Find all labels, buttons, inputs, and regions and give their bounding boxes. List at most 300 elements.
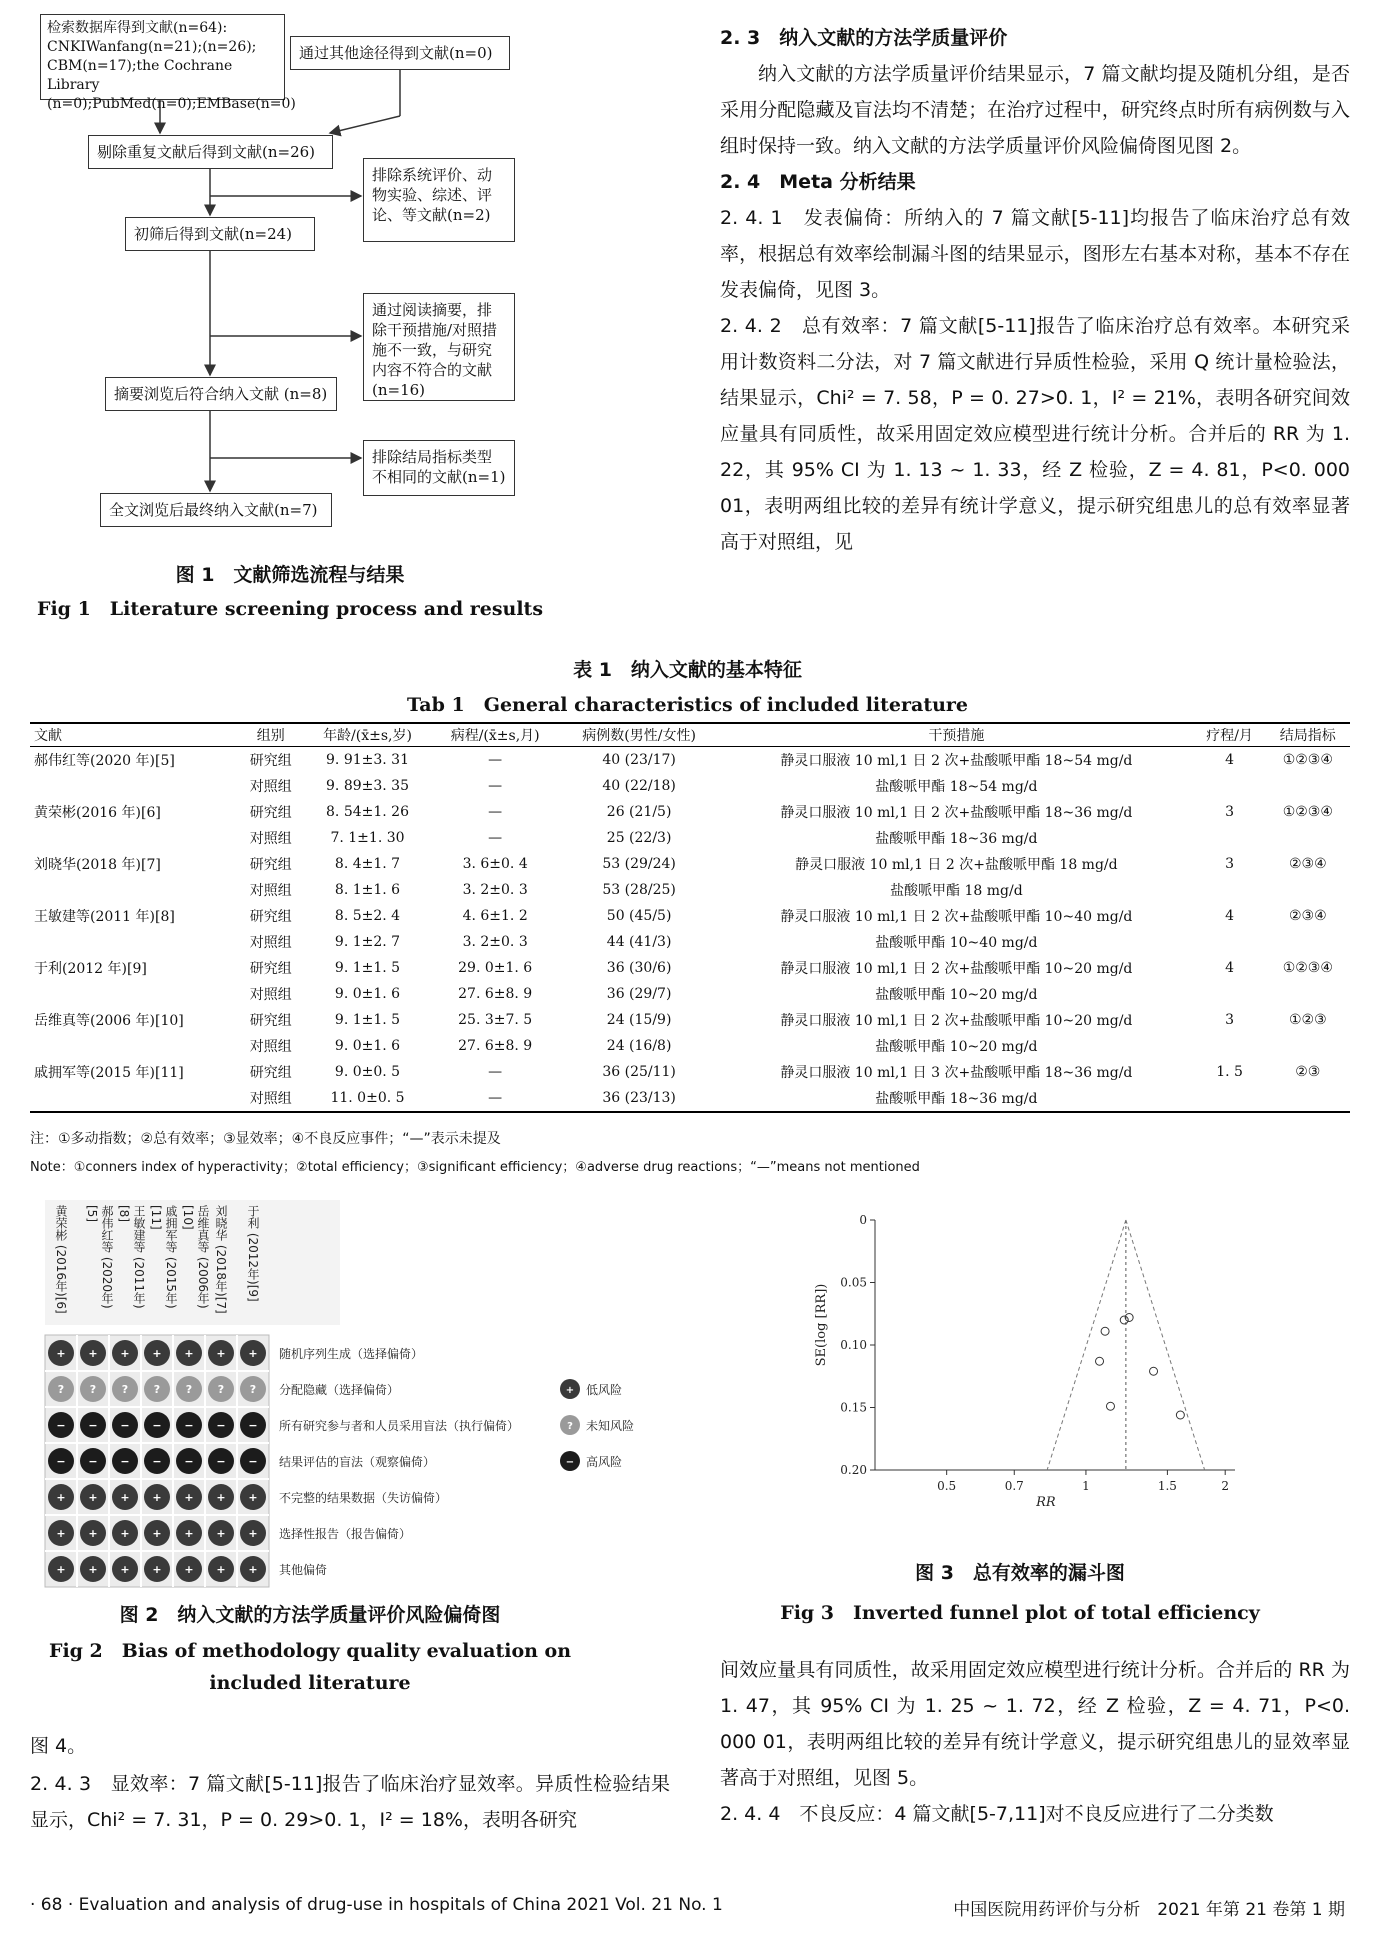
table1-cell: [30, 981, 238, 1007]
bias-mark-low: [240, 1484, 266, 1510]
table1-cell: 9. 0±1. 6: [334, 986, 401, 1002]
table1-cell: 27. 6±8. 9: [458, 986, 533, 1002]
table1-cell: 1. 5: [1216, 1064, 1243, 1080]
table1-cell: 盐酸哌甲酯 10~40 mg/d: [875, 935, 1038, 951]
bias-mark-high: [240, 1412, 266, 1438]
funnel-x-tick-label: 1: [1082, 1479, 1090, 1493]
bias-legend-unknown-label: 未知风险: [586, 1419, 635, 1433]
table1-cell: 36 (30/6): [606, 960, 672, 976]
table1-cell: —: [488, 804, 503, 820]
table1-cell: 26 (21/5): [606, 804, 672, 820]
table1-cell: 盐酸哌甲酯 18~36 mg/d: [875, 831, 1038, 847]
table1-cell: —: [488, 1064, 503, 1080]
right-bottom-paragraph-2: 2. 4. 4 不良反应：4 篇文献[5-7,11]对不良反应进行了二分类数: [720, 1803, 1274, 1825]
table1-cell: 3: [1225, 1012, 1235, 1028]
table1-cell: 对照组: [238, 1085, 304, 1112]
bias-domain-label: 其他偏倚: [279, 1563, 328, 1577]
bias-study-label: 戚拥军等 (2015年)[11]: [149, 1205, 178, 1309]
bias-mark-low: [112, 1556, 138, 1582]
fig2-caption-en-2: included literature: [209, 1672, 411, 1694]
table1-cell: 研究组: [249, 1065, 292, 1081]
svg-text:+: +: [56, 1563, 66, 1576]
table1-cell: 53 (29/24): [602, 856, 676, 872]
table1-cell: [30, 825, 238, 851]
table1-cell: 王敏建等(2011 年)[8]: [34, 909, 175, 925]
table1-header-row: [30, 723, 1350, 747]
flow-box-other-sources: 通过其他途径得到文献(n=0): [290, 36, 510, 70]
table1-cell: [1266, 929, 1350, 955]
table1-cell: 36 (29/7): [606, 986, 672, 1002]
table1-cell: 8. 54±1. 26: [326, 804, 409, 820]
table1-cell: 研究组: [249, 805, 292, 821]
svg-text:−: −: [88, 1419, 98, 1432]
table1-cell: ②③④: [1288, 856, 1327, 872]
table1-cell: [30, 877, 238, 903]
section-heading-2-4: 2. 4 Meta 分析结果: [720, 171, 916, 193]
svg-text:+: +: [120, 1527, 130, 1540]
table1-cell: 27. 6±8. 9: [458, 1038, 533, 1054]
table1-cell: ①②③④: [1282, 752, 1333, 768]
svg-text:−: −: [88, 1455, 98, 1468]
table1-cell: 静灵口服液 10 ml,1 日 2 次+盐酸哌甲酯 10~20 mg/d: [780, 1013, 1133, 1029]
bias-mark-unknown: [48, 1376, 74, 1402]
table1-cell: 静灵口服液 10 ml,1 日 2 次+盐酸哌甲酯 10~20 mg/d: [780, 961, 1133, 977]
bias-mark-high: [208, 1448, 234, 1474]
bias-mark-low: [80, 1340, 106, 1366]
footer-right: 中国医院用药评价与分析 2021 年第 21 卷第 1 期: [953, 1900, 1345, 1920]
table1-cell: 3: [1225, 804, 1235, 820]
table1-cell: 9. 1±2. 7: [334, 934, 401, 950]
table1-cell: ①②③④: [1282, 960, 1333, 976]
table-row: [30, 851, 1350, 877]
table-row: [30, 1033, 1350, 1059]
table1-cell: 岳维真等(2006 年)[10]: [34, 1013, 184, 1029]
bias-mark-high: [48, 1448, 74, 1474]
funnel-x-tick-label: 0.5: [937, 1479, 957, 1493]
paragraph-2-4-2: 2. 4. 2 总有效率：7 篇文献[5-11]报告了临床治疗总有效率。本研究采用计数资料二分法，对 7 篇文献进行异质性检验，采用 Q 统计量检验法，结果显示，Chi² = 7. 58，P = 0. 27>0. 1，I² = 21%，表明各研究间效应量具有同质性，故采用固定效应模型进行统计分析。合并后的 RR 为 1. 22，其 95% CI 为 1. 13 ~ 1. 33，经 Z 检验，Z = 4. 81，P<0. 000 01，表明两组比较的差异有统计学意义，提示研究组患儿的总有效率显著高于对照组，见: [720, 315, 1350, 553]
table1-cell: 3. 2±0. 3: [462, 882, 528, 898]
svg-text:+: +: [56, 1527, 66, 1540]
table1-cell: 研究组: [249, 753, 292, 769]
table1-cell: 3. 6±0. 4: [462, 856, 528, 872]
table1-cell: 对照组: [249, 831, 292, 847]
bias-mark-unknown: [240, 1376, 266, 1402]
table1-cell: 对照组: [249, 987, 292, 1003]
svg-text:−: −: [120, 1419, 130, 1432]
bias-domain-label: 分配隐藏（选择偏倚）: [279, 1383, 400, 1397]
table1-cell: 7. 1±1. 30: [330, 830, 405, 846]
table-row: [30, 773, 1350, 799]
funnel-point: [1176, 1411, 1184, 1419]
flow-box-exclude-reviews: 排除系统评价、动物实验、综述、评论、等文献(n=2): [363, 158, 515, 242]
table1-cell: 36 (25/11): [602, 1064, 676, 1080]
svg-text:+: +: [216, 1563, 226, 1576]
table1-cell: —: [431, 1085, 559, 1112]
table-row: [30, 1007, 1350, 1033]
table1-cell: 53 (28/25): [602, 882, 676, 898]
bias-mark-unknown: [208, 1376, 234, 1402]
table-row: [30, 981, 1350, 1007]
table-row: [30, 929, 1350, 955]
table1-cell: 4: [1225, 752, 1235, 768]
funnel-y-axis-label: SE(log [RR]): [814, 1283, 829, 1367]
table1-cell: 4: [1225, 960, 1235, 976]
bias-mark-low: [144, 1556, 170, 1582]
bias-study-label: 黄荣彬 (2016年)[6]: [54, 1205, 68, 1314]
table1-cell: 研究组: [249, 961, 292, 977]
bias-mark-low: [240, 1520, 266, 1546]
funnel-point: [1101, 1327, 1109, 1335]
table1-cell: 盐酸哌甲酯 10~20 mg/d: [875, 987, 1038, 1003]
table1-cell: 44 (41/3): [606, 934, 672, 950]
table1-cell: 盐酸哌甲酯 18 mg/d: [890, 883, 1023, 899]
bias-mark-low: [48, 1556, 74, 1582]
funnel-x-tick-label: 0.7: [1004, 1479, 1024, 1493]
table1-header-cell: 干预措施: [719, 723, 1193, 747]
bias-mark-low: [208, 1340, 234, 1366]
svg-text:−: −: [56, 1419, 66, 1432]
funnel-x-axis-label: RR: [1036, 1495, 1056, 1510]
svg-text:+: +: [152, 1527, 162, 1540]
bias-mark-low: [240, 1340, 266, 1366]
table1-cell: 研究组: [249, 1013, 292, 1029]
svg-text:+: +: [248, 1563, 258, 1576]
funnel-point: [1106, 1402, 1114, 1410]
svg-text:+: +: [184, 1563, 194, 1576]
bias-mark-low: [144, 1484, 170, 1510]
flow-box-abstract-included: 摘要浏览后符合纳入文献 (n=8): [105, 377, 337, 411]
table1-cell: 40 (22/18): [602, 778, 676, 794]
table1-cell: 9. 89±3. 35: [326, 778, 409, 794]
table1-cell: [1194, 877, 1266, 903]
table1-cell: 9. 0±0. 5: [334, 1064, 401, 1080]
svg-text:+: +: [248, 1527, 258, 1540]
left-bottom-paragraph-1: 图 4。: [30, 1735, 87, 1757]
bias-mark-low: [176, 1340, 202, 1366]
svg-text:?: ?: [57, 1383, 65, 1396]
bias-study-label: 岳维真等 (2006年)[10]: [181, 1205, 210, 1309]
bias-mark-high: [80, 1448, 106, 1474]
bias-mark-unknown: [112, 1376, 138, 1402]
table1-cell: 25. 3±7. 5: [458, 1012, 533, 1028]
svg-text:+: +: [216, 1491, 226, 1504]
table1-cell: [30, 1085, 238, 1112]
table1-title-cn: 表 1 纳入文献的基本特征: [573, 659, 802, 681]
table1-header-cell: 年龄/(x̄±s,岁): [304, 723, 432, 747]
table1-cell: 8. 4±1. 7: [334, 856, 401, 872]
table1-cell: —: [488, 752, 503, 768]
table1-cell: 29. 0±1. 6: [458, 960, 533, 976]
bias-mark-high: [144, 1412, 170, 1438]
svg-text:?: ?: [89, 1383, 97, 1396]
table1-cell: [1266, 773, 1350, 799]
bias-mark-high: [240, 1448, 266, 1474]
bias-mark-unknown: [80, 1376, 106, 1402]
table1-cell: —: [488, 830, 503, 846]
table1-cell: 24 (16/8): [606, 1038, 672, 1054]
funnel-y-tick-label: 0: [859, 1213, 867, 1227]
svg-text:+: +: [88, 1563, 98, 1576]
bias-mark-low: [80, 1484, 106, 1510]
table1-cell: 25 (22/3): [606, 830, 672, 846]
svg-text:+: +: [152, 1347, 162, 1360]
table1-cell: 静灵口服液 10 ml,1 日 2 次+盐酸哌甲酯 18 mg/d: [795, 857, 1118, 873]
funnel-x-tick-label: 1.5: [1157, 1479, 1177, 1493]
svg-text:+: +: [88, 1527, 98, 1540]
table1-cell: 3. 2±0. 3: [462, 934, 528, 950]
svg-text:?: ?: [249, 1383, 257, 1396]
bias-mark-high: [112, 1412, 138, 1438]
table1-cell: [30, 929, 238, 955]
bias-mark-high: [48, 1412, 74, 1438]
svg-text:?: ?: [121, 1383, 129, 1396]
table1-cell: [1266, 825, 1350, 851]
bias-domain-label: 所有研究参与者和人员采用盲法（执行偏倚）: [279, 1419, 520, 1433]
right-column-text: [720, 20, 1350, 560]
bias-legend-high-label: 高风险: [586, 1455, 623, 1469]
table1-header-cell: 病例数(男性/女性): [559, 723, 719, 747]
section-heading-2-3: 2. 3 纳入文献的方法学质量评价: [720, 27, 1008, 49]
fig1-caption-en: Fig 1 Literature screening process and results: [36, 598, 544, 620]
svg-text:+: +: [184, 1347, 194, 1360]
funnel-ci-right: [1126, 1220, 1205, 1470]
table1-header-cell: 文献: [30, 723, 238, 747]
svg-text:+: +: [248, 1491, 258, 1504]
svg-text:?: ?: [567, 1421, 573, 1432]
bias-mark-low: [208, 1484, 234, 1510]
bias-domain-label: 不完整的结果数据（失访偏倚）: [279, 1491, 448, 1505]
svg-text:−: −: [248, 1455, 258, 1468]
left-bottom-paragraph-2: 2. 4. 3 显效率：7 篇文献[5-11]报告了临床治疗显效率。异质性检验结果显示，Chi² = 7. 31，P = 0. 29>0. 1，I² = 18%，表明各研究: [30, 1773, 670, 1831]
table1-cell: [1194, 1033, 1266, 1059]
table1-cell: 戚拥军等(2015 年)[11]: [34, 1065, 184, 1081]
fig1-caption-cn: 图 1 文献筛选流程与结果: [175, 564, 405, 586]
table1-cell: [1194, 929, 1266, 955]
funnel-x-tick-label: 2: [1221, 1479, 1230, 1493]
table1-cell: 24 (15/9): [606, 1012, 672, 1028]
bias-mark-low: [112, 1520, 138, 1546]
svg-text:−: −: [120, 1455, 130, 1468]
table1-cell: 研究组: [249, 909, 292, 925]
table1-cell: 对照组: [249, 1039, 292, 1055]
svg-text:+: +: [120, 1347, 130, 1360]
funnel-y-tick-label: 0.05: [840, 1275, 867, 1290]
bias-mark-low: [112, 1340, 138, 1366]
funnel-plot: [800, 1210, 1260, 1540]
svg-text:+: +: [184, 1527, 194, 1540]
table1-cell: ①②③: [1288, 1012, 1327, 1028]
table1-note-en: Note：①conners index of hyperactivity；②total efficiency；③significant efficiency；④adverse drug reactions；“—”means not mentioned: [30, 1160, 920, 1175]
bias-study-label: 刘晓华 (2018年)[7]: [214, 1205, 228, 1314]
svg-text:+: +: [120, 1491, 130, 1504]
table1-cell: 于利(2012 年)[9]: [34, 961, 147, 977]
bias-legend-unknown-icon: [560, 1415, 580, 1435]
table1-cell: [1194, 981, 1266, 1007]
flow-box-final-included: 全文浏览后最终纳入文献(n=7): [100, 493, 332, 527]
bias-mark-low: [144, 1520, 170, 1546]
table1-title-en: Tab 1 General characteristics of included literature: [406, 694, 969, 716]
bias-mark-low: [80, 1520, 106, 1546]
svg-text:−: −: [216, 1455, 226, 1468]
table1-cell: [1194, 773, 1266, 799]
bias-mark-low: [208, 1556, 234, 1582]
bias-mark-unknown: [176, 1376, 202, 1402]
svg-text:−: −: [184, 1455, 194, 1468]
svg-text:+: +: [88, 1347, 98, 1360]
svg-text:−: −: [184, 1419, 194, 1432]
svg-text:−: −: [565, 1457, 575, 1468]
svg-text:+: +: [216, 1527, 226, 1540]
table-row: [30, 1059, 1350, 1085]
table1-cell: 静灵口服液 10 ml,1 日 2 次+盐酸哌甲酯 18~54 mg/d: [780, 753, 1133, 769]
bias-mark-low: [48, 1484, 74, 1510]
bias-mark-high: [176, 1448, 202, 1474]
svg-text:+: +: [88, 1491, 98, 1504]
bias-study-label: 于利 (2012年)[9]: [246, 1205, 260, 1302]
funnel-y-tick-label: 0.10: [840, 1338, 867, 1352]
bias-mark-low: [240, 1556, 266, 1582]
fig2-caption-en-1: Fig 2 Bias of methodology quality evaluation on: [48, 1640, 572, 1662]
svg-text:+: +: [56, 1491, 66, 1504]
table1-cell: 研究组: [249, 857, 292, 873]
flowchart-arrows: [0, 0, 540, 540]
table-row: [30, 747, 1350, 774]
table1-cell: [1266, 981, 1350, 1007]
table1-cell: 静灵口服液 10 ml,1 日 2 次+盐酸哌甲酯 18~36 mg/d: [780, 805, 1133, 821]
table1-cell: 郝伟红等(2020 年)[5]: [34, 753, 175, 769]
right-bottom-paragraph: 间效应量具有同质性，故采用固定效应模型进行统计分析。合并后的 RR 为 1. 47，其 95% CI 为 1. 25 ~ 1. 72，经 Z 检验，Z = 4. 71，P<0. 000 01，表明两组比较的差异有统计学意义，提示研究组患儿的显效率显著高于对照组，见图 5。: [720, 1659, 1350, 1789]
table1-header-cell: 疗程/月: [1194, 723, 1266, 747]
table1-cell: [30, 773, 238, 799]
table1-cell: 静灵口服液 10 ml,1 日 3 次+盐酸哌甲酯 18~36 mg/d: [780, 1065, 1133, 1081]
flow-box-database-search: 检索数据库得到文献(n=64): CNKIWanfang(n=21);(n=26); CBM(n=17);the Cochrane Library (n=0);PubMed(n=0);EMBase(n=0): [40, 14, 285, 100]
bias-mark-high: [208, 1412, 234, 1438]
table1-header-cell: 病程/(x̄±s,月): [431, 723, 559, 747]
bias-legend-low-icon: [560, 1379, 580, 1399]
svg-text:+: +: [216, 1347, 226, 1360]
table1: [30, 722, 1350, 1113]
svg-text:+: +: [120, 1563, 130, 1576]
table1-cell: ①②③④: [1282, 804, 1333, 820]
svg-text:+: +: [152, 1491, 162, 1504]
table1-cell: 黄荣彬(2016 年)[6]: [34, 805, 161, 821]
flow-box-dedup: 剔除重复文献后得到文献(n=26): [88, 135, 333, 169]
table1-cell: 50 (45/5): [606, 908, 672, 924]
svg-text:−: −: [152, 1455, 162, 1468]
svg-text:+: +: [184, 1491, 194, 1504]
paragraph-2-4-1: 2. 4. 1 发表偏倚：所纳入的 7 篇文献[5-11]均报告了临床治疗总有效率，根据总有效率绘制漏斗图的结果显示，图形左右基本对称，基本不存在发表偏倚，见图 3。: [720, 207, 1350, 301]
bias-mark-high: [112, 1448, 138, 1474]
svg-text:+: +: [565, 1385, 575, 1396]
table1-cell: [30, 1033, 238, 1059]
svg-text:−: −: [248, 1419, 258, 1432]
table1-cell: [1266, 1085, 1350, 1112]
paragraph-2-3: 纳入文献的方法学质量评价结果显示，7 篇文献均提及随机分组，是否采用分配隐藏及盲法均不清楚；在治疗过程中，研究终点时所有病例数与入组时保持一致。纳入文献的方法学质量评价风险偏倚图见图 2。: [720, 63, 1350, 157]
fig3-caption-cn: 图 3 总有效率的漏斗图: [915, 1562, 1125, 1584]
table1-cell: 盐酸哌甲酯 18~54 mg/d: [875, 779, 1038, 795]
risk-of-bias-figure: [30, 1200, 670, 1590]
table1-header-cell: 结局指标: [1266, 723, 1350, 747]
table-row: [30, 799, 1350, 825]
bias-legend-low-label: 低风险: [586, 1383, 623, 1397]
bias-domain-label: 选择性报告（报告偏倚）: [279, 1527, 412, 1541]
table-row: [30, 1085, 1350, 1112]
table1-cell: 3: [1225, 856, 1235, 872]
table1-cell: [1194, 1085, 1266, 1112]
flow-box-exclude-abstract: 通过阅读摘要，排除干预措施/对照措施不一致，与研究内容不符合的文献(n=16): [363, 293, 515, 401]
svg-text:?: ?: [217, 1383, 225, 1396]
fig3-caption-en: Fig 3 Inverted funnel plot of total efficiency: [780, 1602, 1260, 1624]
bias-mark-low: [80, 1556, 106, 1582]
bias-mark-high: [80, 1412, 106, 1438]
bias-study-label: 郝伟红等 (2020年)[5]: [85, 1205, 114, 1309]
svg-text:−: −: [216, 1419, 226, 1432]
table-row: [30, 903, 1350, 929]
bias-domain-label: 随机序列生成（选择偏倚）: [279, 1347, 424, 1361]
bias-mark-low: [48, 1340, 74, 1366]
table1-cell: 9. 0±1. 6: [334, 1038, 401, 1054]
table1-cell: 8. 5±2. 4: [334, 908, 401, 924]
table1-cell: ②③④: [1288, 908, 1327, 924]
svg-text:+: +: [248, 1347, 258, 1360]
table1-cell: 盐酸哌甲酯 10~20 mg/d: [875, 1039, 1038, 1055]
flow-box-exclude-outcome: 排除结局指标类型不相同的文献(n=1): [363, 440, 515, 496]
table1-cell: 盐酸哌甲酯 18~36 mg/d: [719, 1085, 1193, 1112]
svg-text:?: ?: [185, 1383, 193, 1396]
table1-cell: 对照组: [249, 935, 292, 951]
table1-cell: 静灵口服液 10 ml,1 日 2 次+盐酸哌甲酯 10~40 mg/d: [780, 909, 1133, 925]
bias-mark-low: [176, 1520, 202, 1546]
table1-cell: [1194, 825, 1266, 851]
table1-cell: 8. 1±1. 6: [334, 882, 401, 898]
fig2-caption-cn: 图 2 纳入文献的方法学质量评价风险偏倚图: [119, 1604, 501, 1626]
svg-text:−: −: [152, 1419, 162, 1432]
svg-text:?: ?: [153, 1383, 161, 1396]
funnel-ci-left: [1047, 1220, 1126, 1470]
bias-mark-high: [144, 1448, 170, 1474]
table1-cell: 刘晓华(2018 年)[7]: [34, 857, 161, 873]
bias-mark-low: [48, 1520, 74, 1546]
table1-cell: [1266, 877, 1350, 903]
bias-legend-high-icon: [560, 1451, 580, 1471]
table1-cell: 对照组: [249, 779, 292, 795]
svg-text:−: −: [56, 1455, 66, 1468]
table1-cell: 4. 6±1. 2: [462, 908, 528, 924]
funnel-y-tick-label: 0.20: [840, 1463, 867, 1477]
funnel-point: [1096, 1357, 1104, 1365]
table-row: [30, 825, 1350, 851]
table1-header-cell: 组别: [238, 723, 304, 747]
flow-box-initial-screen: 初筛后得到文献(n=24): [125, 217, 315, 251]
bias-mark-high: [176, 1412, 202, 1438]
bias-mark-unknown: [144, 1376, 170, 1402]
bias-mark-low: [144, 1340, 170, 1366]
funnel-point: [1150, 1367, 1158, 1375]
bias-domain-label: 结果评估的盲法（观察偏倚）: [279, 1455, 436, 1469]
footer-left: · 68 · Evaluation and analysis of drug-use in hospitals of China 2021 Vol. 21 No. 1: [30, 1895, 723, 1915]
svg-text:+: +: [152, 1563, 162, 1576]
table1-cell: 9. 1±1. 5: [334, 1012, 401, 1028]
table1-cell: ②③: [1295, 1064, 1321, 1080]
table-row: [30, 955, 1350, 981]
bias-mark-low: [112, 1484, 138, 1510]
table1-cell: [1266, 1033, 1350, 1059]
funnel-point: [1120, 1316, 1128, 1324]
table1-cell: 4: [1225, 908, 1235, 924]
table1-cell: 36 (23/13): [559, 1085, 719, 1112]
table1-cell: 9. 1±1. 5: [334, 960, 401, 976]
bias-study-label: 王敏建等 (2011年)[8]: [117, 1205, 146, 1309]
